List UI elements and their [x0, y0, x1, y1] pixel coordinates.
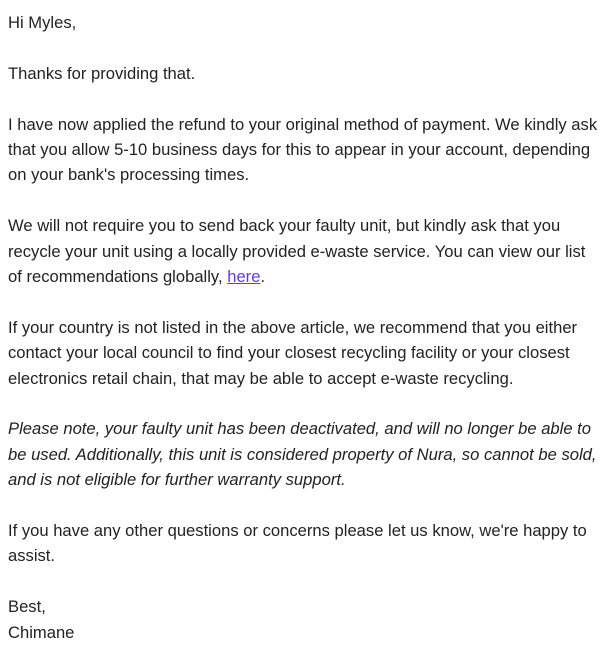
- paragraph-thanks: Thanks for providing that.: [8, 63, 196, 83]
- recommendations-link[interactable]: here: [227, 267, 261, 287]
- paragraph-recycle-end: .: [260, 267, 266, 287]
- paragraph-country: If your country is not listed in the above article, we recommend that you either contact your local council to find your closest recycling facility or your closest electronics retail chain, that may be able to accept e-waste recycling.: [8, 317, 578, 388]
- paragraph-recycle: [8, 213, 598, 289]
- paragraph-questions: If you have any other questions or concerns please let us know, we're happy to assist.: [8, 521, 587, 566]
- greeting: Hi Myles,: [8, 13, 77, 32]
- closing: Best,: [8, 597, 46, 617]
- paragraph-refund: I have now applied the refund to your original method of payment. We kindly ask that you allow 5-10 business days for this to appear in your account, depending on your bank's processing times.: [8, 114, 598, 185]
- paragraph-recycle-text: We will not require you to send back your faulty unit, but kindly ask that you recycle your unit using a locally provided e-waste service. You can view our list of recommendations globally,: [8, 216, 586, 287]
- signature-name: Chimane: [8, 622, 75, 642]
- paragraph-deactivated-note: Please note, your faulty unit has been deactivated, and will no longer be able to be used. Additionally, this unit is considered property of Nura, so cannot be sold, and is not eligible for further warranty support.: [8, 419, 597, 490]
